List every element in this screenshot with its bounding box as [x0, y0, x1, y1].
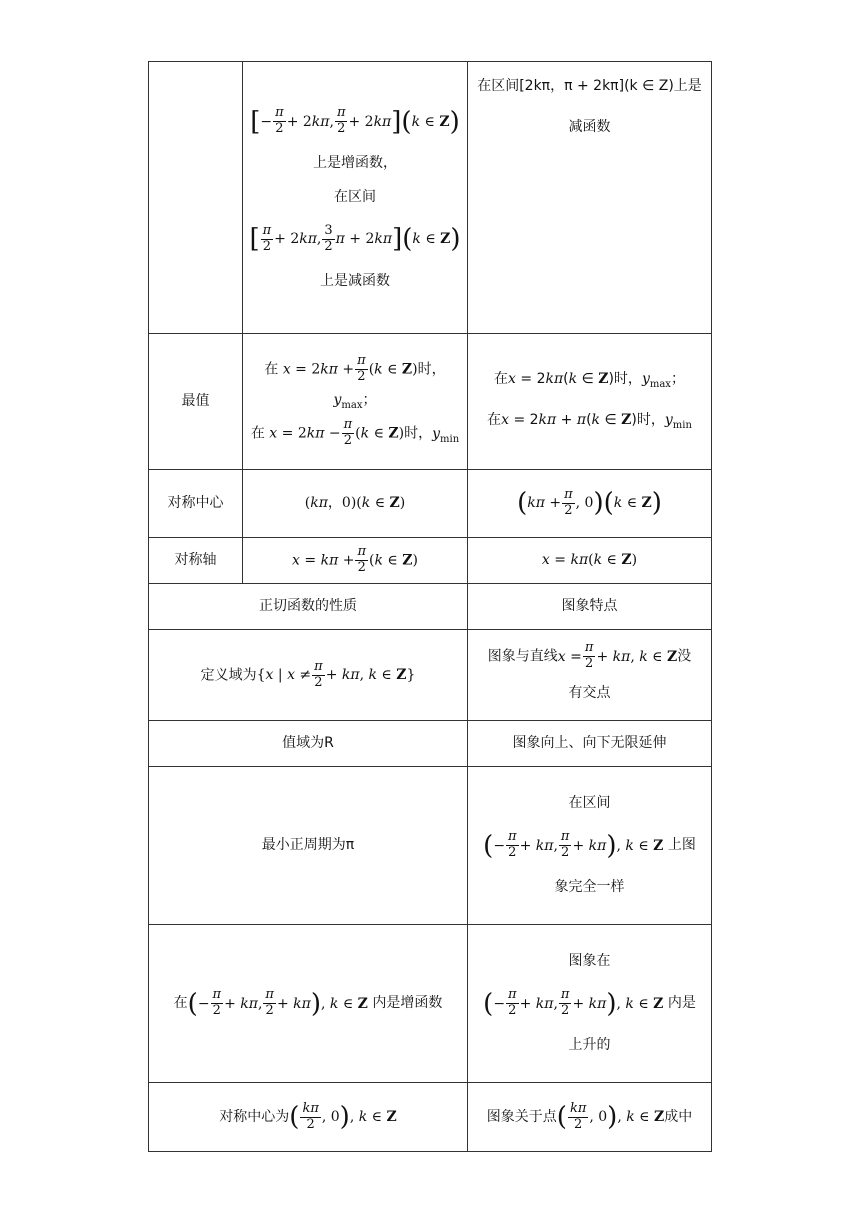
- cos-extreme-min: 在x = 2kπ + π(k ∈ Z)时，$y_{min}$: [487, 412, 692, 431]
- graph-line-math: x = $\frac{\pi}{2}$ + kπ, k ∈ Z: [557, 640, 678, 672]
- cos-monotonic-line1: 在区间[2kπ，π + 2kπ](k ∈ Z)上是: [477, 78, 702, 94]
- row-extreme-sin-cell: [242, 333, 468, 470]
- tan-domain-graph-line2: 有交点: [568, 685, 611, 702]
- increasing-text: 上是增函数，: [313, 155, 397, 172]
- cos-center-math: (kπ + $\frac{\pi}{2}$ , 0)(k ∈ Z): [517, 487, 662, 519]
- tan-period-left: [148, 766, 468, 925]
- row-extreme-label: [148, 333, 243, 470]
- graph-line-prefix: 图象与直线: [487, 648, 558, 665]
- tan-range-text: 值域为R: [282, 734, 334, 751]
- tan-domain-graph-line1: [488, 641, 691, 672]
- extreme-min-condition: 在 x = 2kπ − $\frac{\pi}{2}$ (k ∈ Z)时，$y_{min}$: [250, 417, 460, 449]
- tan-rising-line2: [483, 985, 696, 1021]
- tan-properties-heading: 正切函数的性质: [259, 597, 357, 614]
- period-suffix: 上图: [667, 837, 696, 854]
- decreasing-text: 上是减函数: [320, 272, 390, 289]
- row-axis-label: [148, 537, 243, 584]
- tan-increasing-left: [148, 924, 468, 1083]
- tan-header-left: [148, 583, 468, 630]
- tan-period-text: 最小正周期为π: [261, 836, 355, 853]
- tan-center-left: [148, 1082, 468, 1152]
- row-monotonic-cos-cell: [467, 61, 712, 334]
- tan-period-graph-line1: 在区间: [568, 794, 611, 811]
- cos-axis-math: x = kπ(k ∈ Z): [541, 551, 638, 568]
- center-prefix: 对称中心为: [219, 1109, 290, 1125]
- tan-increasing-right: [467, 924, 712, 1083]
- sin-center-math: (kπ，0)(k ∈ Z): [304, 494, 406, 511]
- tan-rising-line3: 上升的: [568, 1036, 611, 1053]
- axis-label-text: 对称轴: [174, 551, 217, 568]
- graph-center-suffix: 成中: [664, 1109, 693, 1125]
- tan-range-left: [148, 720, 468, 767]
- tan-domain-right: [467, 629, 712, 721]
- row-extreme-cos-cell: [467, 333, 712, 470]
- tan-period-graph-line3: 象完全一样: [554, 878, 625, 895]
- cos-decreasing-interval: [ $\frac{\pi}{2}$ + 2kπ, $\frac{3}{2}$ π + 2kπ](k ∈ Z): [249, 223, 461, 255]
- tan-rising-line1: 图象在: [568, 952, 611, 969]
- tan-domain-text: [201, 660, 416, 691]
- row-monotonic-sin-cell: [242, 61, 468, 334]
- graph-line-suffix: 没: [677, 648, 692, 665]
- tan-domain-left: [148, 629, 468, 721]
- row-center-sin-cell: [242, 469, 468, 538]
- in-interval-text: 在区间: [334, 188, 376, 205]
- domain-prefix: 定义域为: [200, 667, 257, 683]
- row-center-cos-cell: [467, 469, 712, 538]
- row-axis-sin-cell: [242, 537, 468, 584]
- extreme-ymax: $y_{max}$；: [333, 391, 377, 411]
- increasing-interval-math: (− $\frac{\pi}{2}$ + kπ, $\frac{\pi}{2}$ + kπ), k ∈ Z: [187, 987, 368, 1019]
- tan-period-graph-line2: [483, 827, 696, 863]
- tan-period-right: [467, 766, 712, 925]
- rising-interval-math: (− $\frac{\pi}{2}$ + kπ, $\frac{\pi}{2}$ + kπ), k ∈ Z: [483, 987, 664, 1019]
- cos-extreme-max: 在x = 2kπ(k ∈ Z)时，$y_{max}$；: [494, 371, 685, 390]
- tan-center-text: [219, 1099, 396, 1135]
- increasing-suffix: 内是增函数: [372, 995, 443, 1012]
- center-point-math: ( $\frac{k\pi}{2}$ , 0), k ∈ Z: [289, 1100, 397, 1132]
- increasing-prefix: 在: [173, 995, 188, 1012]
- extreme-max-condition: 在 x = 2kπ + $\frac{\pi}{2}$ (k ∈ Z)时，: [264, 352, 446, 384]
- row-monotonic-label-cell: [148, 61, 243, 334]
- tan-range-graph-text: 图象向上、向下无限延伸: [512, 734, 667, 751]
- rising-suffix: 内是: [667, 995, 696, 1012]
- tan-center-graph-text: [487, 1099, 692, 1135]
- graph-features-heading: 图象特点: [561, 597, 618, 614]
- center-label-text: 对称中心: [167, 494, 224, 511]
- sin-axis-math: x = kπ + $\frac{\pi}{2}$ (k ∈ Z): [292, 544, 418, 575]
- domain-math: {x | x ≠ $\frac{\pi}{2}$ + kπ, k ∈ Z}: [256, 658, 416, 690]
- row-axis-cos-cell: [467, 537, 712, 584]
- graph-center-prefix: 图象关于点: [486, 1109, 557, 1125]
- cos-increasing-interval: [− $\frac{\pi}{2}$ + 2kπ, $\frac{\pi}{2}$ + 2kπ](k ∈ Z): [250, 105, 460, 137]
- period-interval-math: (− $\frac{\pi}{2}$ + kπ, $\frac{\pi}{2}$ + kπ), k ∈ Z: [483, 829, 664, 861]
- tan-increasing-text: [174, 985, 443, 1021]
- tan-range-right: [467, 720, 712, 767]
- graph-center-math: ( $\frac{k\pi}{2}$ , 0), k ∈ Z: [556, 1100, 665, 1132]
- row-center-label: [148, 469, 243, 538]
- cos-monotonic-line2: 减函数: [568, 118, 611, 135]
- tan-header-right: [467, 583, 712, 630]
- tan-center-right: [467, 1082, 712, 1152]
- extreme-label-text: 最值: [181, 392, 210, 409]
